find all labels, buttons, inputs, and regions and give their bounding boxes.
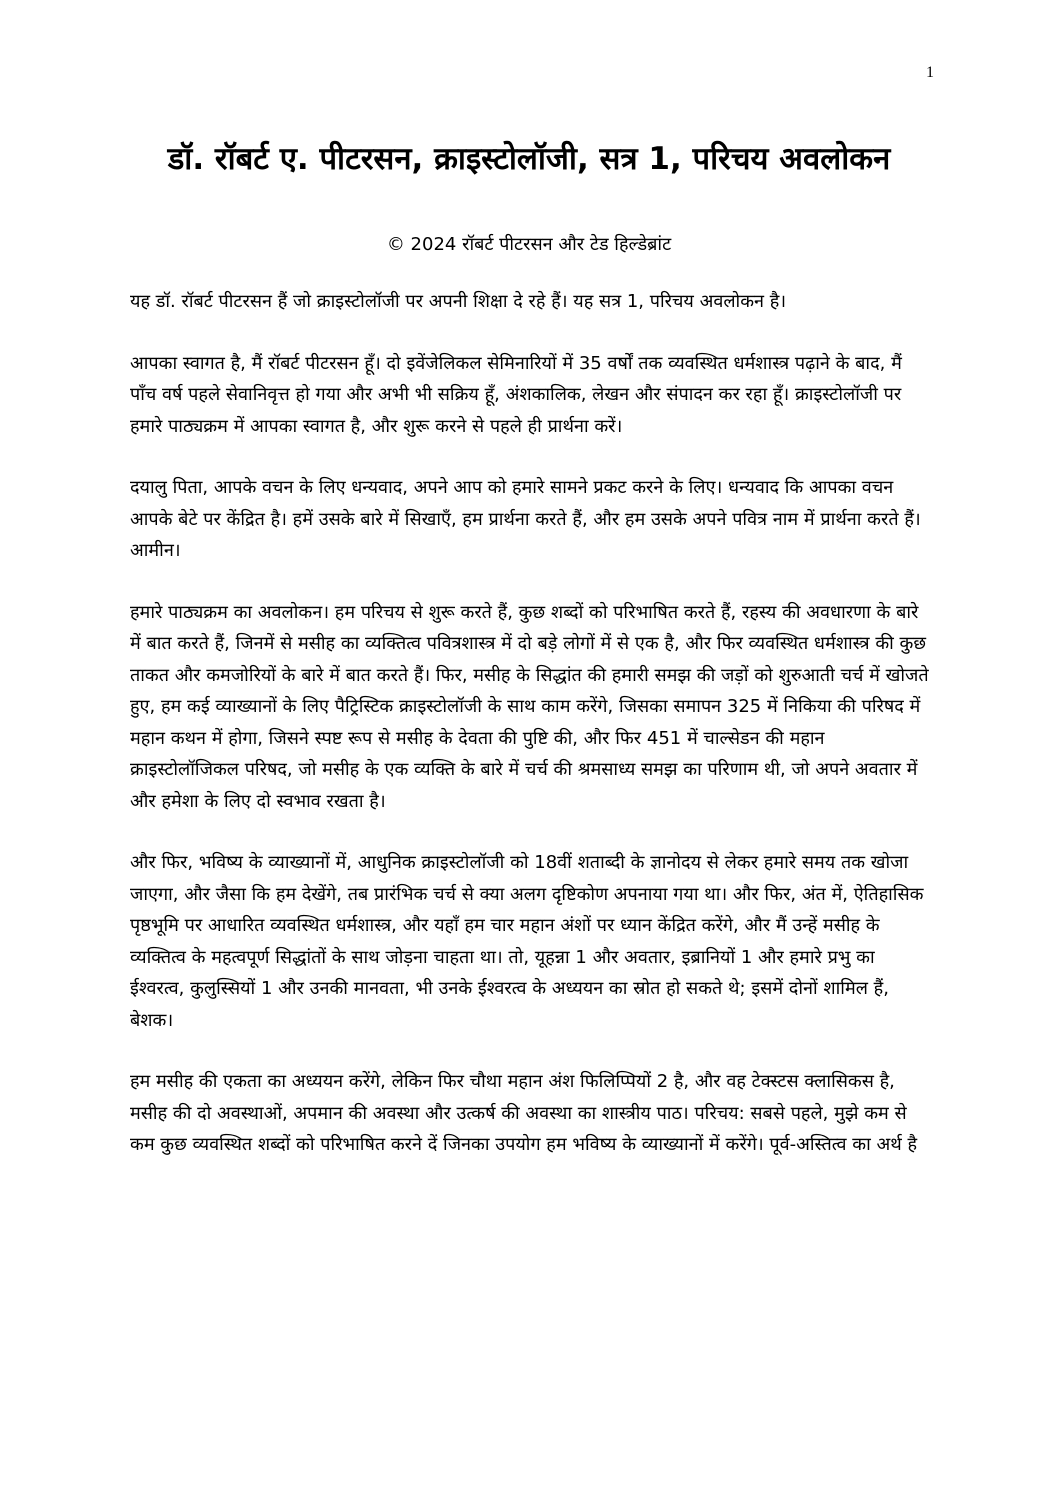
- paragraph-prayer: दयालु पिता, आपके वचन के लिए धन्यवाद, अपने आप को हमारे सामने प्रकट करने के लिए। धन्यवाद कि आपका वचन आपके बेटे पर केंद्रित है। हमें उसके बारे में सिखाएँ, हम प्रार्थना करते हैं, और हम उसके अपने पवित्र नाम में प्रार्थना करते हैं। आमीन।: [130, 477, 921, 561]
- document-body: [130, 286, 930, 1191]
- page-title: डॉ. रॉबर्ट ए. पीटरसन, क्राइस्टोलॉजी, सत्र 1, परिचय अवलोकन: [167, 141, 891, 177]
- paragraph-unity-of-christ: हम मसीह की एकता का अध्ययन करेंगे, लेकिन फिर चौथा महान अंश फिलिप्पियों 2 है, और वह टेक्स्टस क्लासिकस है, मसीह की दो अवस्थाओं, अपमान की अवस्था और उत्कर्ष की अवस्था का शास्त्रीय पाठ। परिचय: सबसे पहले, मुझे कम से कम कुछ व्यवस्थित शब्दों को परिभाषित करने दें जिनका उपयोग हम भविष्य के व्याख्यानों में करेंगे। पूर्व-अस्तित्व का अर्थ है: [130, 1071, 918, 1155]
- page-number: 1: [926, 64, 934, 81]
- paragraph-welcome: आपका स्वागत है, मैं रॉबर्ट पीटरसन हूँ। दो इवेंजेलिकल सेमिनारियों में 35 वर्षों तक व्यवस्थित धर्मशास्त्र पढ़ाने के बाद, मैं पाँच वर्ष पहले सेवानिवृत्त हो गया और अभी भी सक्रिय हूँ, अंशकालिक, लेखन और संपादन कर रहा हूँ। क्राइस्टोलॉजी पर हमारे पाठ्यक्रम में आपका स्वागत है, और शुरू करने से पहले ही प्रार्थना करें।: [130, 352, 902, 437]
- copyright-line: © 2024 रॉबर्ट पीटरसन और टेड हिल्डेब्रांट: [386, 234, 672, 255]
- paragraph-course-overview: हमारे पाठ्यक्रम का अवलोकन। हम परिचय से शुरू करते हैं, कुछ शब्दों को परिभाषित करते हैं, रहस्य की अवधारणा के बारे में बात करते हैं, जिनमें से मसीह का व्यक्तित्व पवित्रशास्त्र में दो बड़े लोगों में से एक है, और फिर व्यवस्थित धर्मशास्त्र की कुछ ताकत और कमजोरियों के बारे में बात करते हैं। फिर, मसीह के सिद्धांत की हमारी समझ की जड़ों को शुरुआती चर्च में खोजते हुए, हम कई व्याख्यानों के लिए पैट्रिस्टिक क्राइस्टोलॉजी के साथ काम करेंगे, जिसका समापन 325 में निकिया की परिषद में महान कथन में होगा, जिसने स्पष्ट रूप से मसीह के देवता की पुष्टि की, और फिर 451 में चाल्सेडन की महान क्राइस्टोलॉजिकल परिषद, जो मसीह के एक व्यक्ति के बारे में चर्च की श्रमसाध्य समझ का परिणाम थी, जो अपने अवतार में और हमेशा के लिए दो स्वभाव रखता है।: [130, 601, 929, 812]
- paragraph-intro: यह डॉ. रॉबर्ट पीटरसन हैं जो क्राइस्टोलॉजी पर अपनी शिक्षा दे रहे हैं। यह सत्र 1, परिचय अवलोकन है।: [130, 291, 787, 312]
- paragraph-future-lectures: और फिर, भविष्य के व्याख्यानों में, आधुनिक क्राइस्टोलॉजी को 18वीं शताब्दी के ज्ञानोदय से लेकर हमारे समय तक खोजा जाएगा, और जैसा कि हम देखेंगे, तब प्रारंभिक चर्च से क्या अलग दृष्टिकोण अपनाया गया था। और फिर, अंत में, ऐतिहासिक पृष्ठभूमि पर आधारित व्यवस्थित धर्मशास्त्र, और यहाँ हम चार महान अंशों पर ध्यान केंद्रित करेंगे, और मैं उन्हें मसीह के व्यक्तित्व के महत्वपूर्ण सिद्धांतों के साथ जोड़ना चाहता था। तो, यूहन्ना 1 और अवतार, इब्रानियों 1 और हमारे प्रभु का ईश्वरत्व, कुलुस्सियों 1 और उनकी मानवता, भी उनके ईश्वरत्व के अध्ययन का स्रोत हो सकते थे; इसमें दोनों शामिल हैं, बेशक।: [130, 852, 924, 1031]
